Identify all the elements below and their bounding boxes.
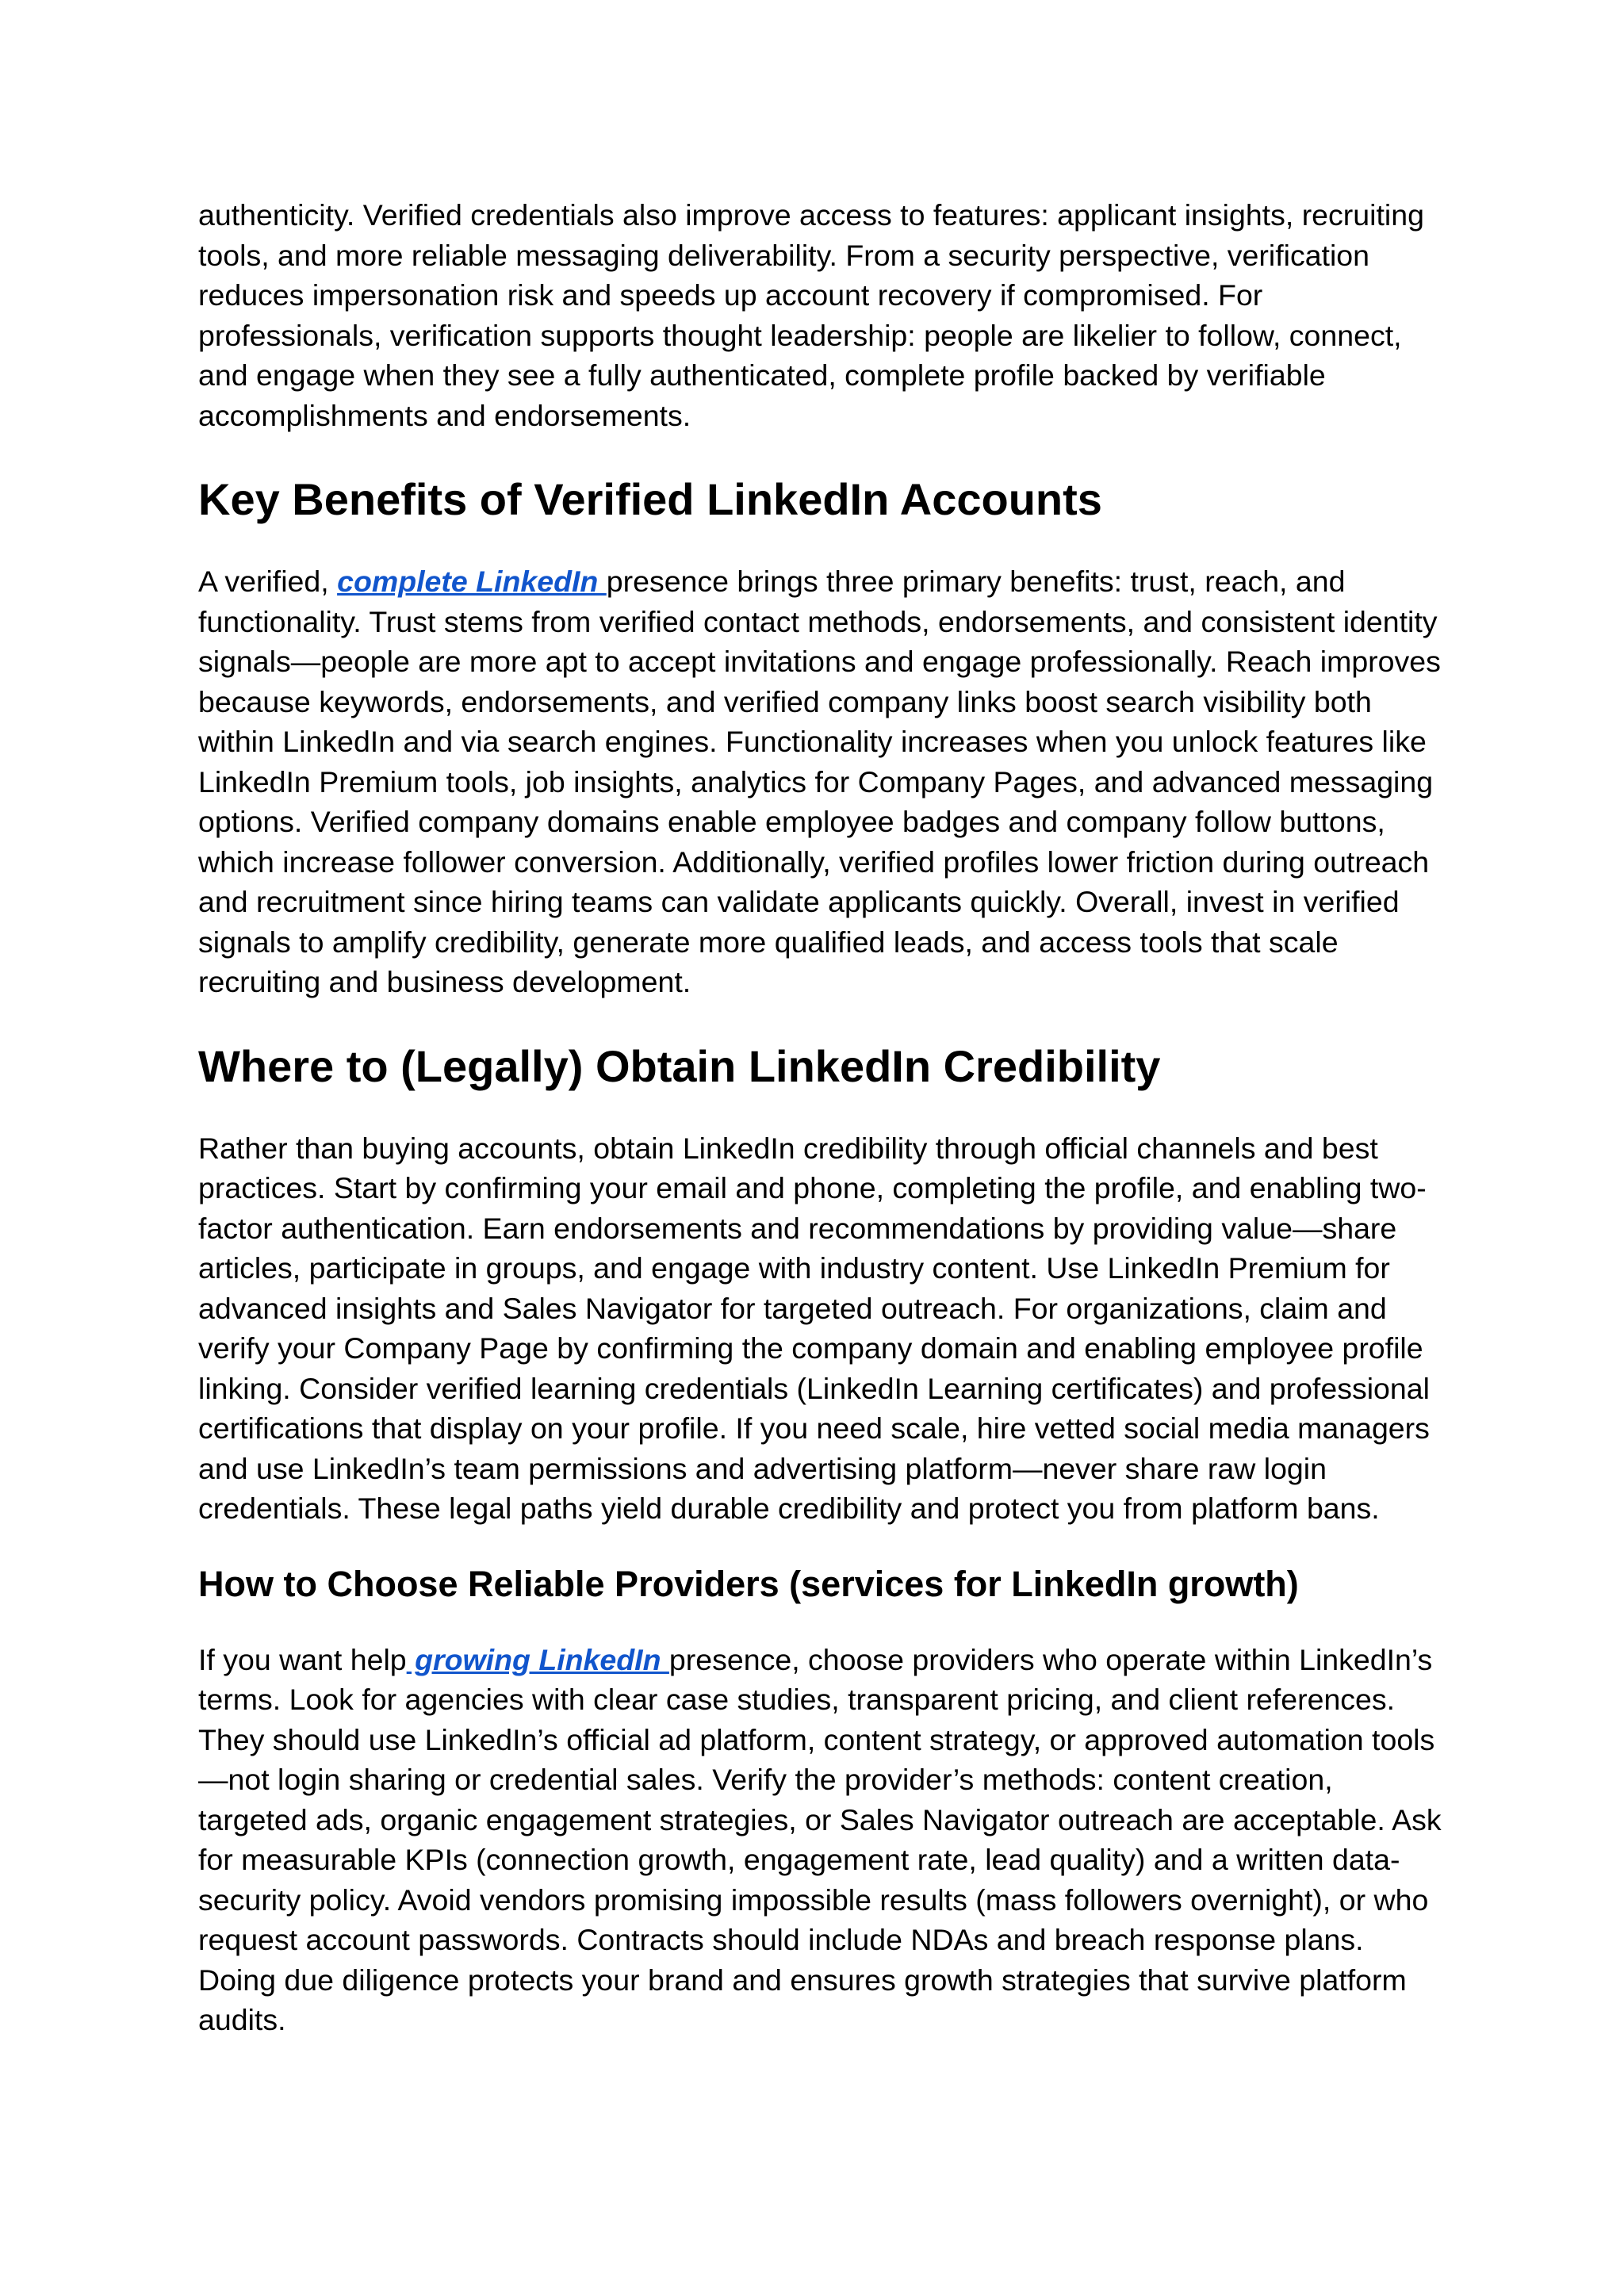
obtain-heading: Where to (Legally) Obtain LinkedIn Credibility [198,1040,1161,1091]
growing-linkedin-link[interactable]: growing LinkedIn [406,1642,669,1676]
choose-text-after-link: presence, choose providers who operate within LinkedIn’s terms. Look for agencies with clear case studies, transparent pricing, and client references. They should use LinkedIn’s official ad platform, content strategy, or approved automation tools—not login sharing or credential sales. Verify the provider’s methods: content creation, targeted ads, organic engagement strategies, or Sales Navigator outreach are acceptable. Ask for measurable KPIs (connection growth, engagement rate, lead quality) and a written data-security policy. Avoid vendors promising impossible results (mass followers overnight), or who request account passwords. Contracts should include NDAs and breach response plans. Doing due diligence protects your brand and ensures growth strategies that survive platform audits. [198,1642,1442,2036]
benefits-text-after-link: presence brings three primary benefits: trust, reach, and functionality. Trust stems from verified contact methods, endorsements, and consistent identity signals—people are more apt to accept invitations and engage professionally. Reach improves because keywords, endorsements, and verified company links boost search visibility both within LinkedIn and via search engines. Functionality increases when you unlock features like LinkedIn Premium tools, job insights, analytics for Company Pages, and advanced messaging options. Verified company domains enable employee badges and company follow buttons, which increase follower conversion. Additionally, verified profiles lower friction during outreach and recruitment since hiring teams can validate applicants quickly. Overall, invest in verified signals to amplify credibility, generate more qualified leads, and access tools that scale recruiting and business development. [198,565,1441,998]
choose-text-before-link: If you want help [198,1642,407,1676]
choose-heading: How to Choose Reliable Providers (services for LinkedIn growth) [198,1563,1299,1604]
document-body [198,195,1443,2040]
complete-linkedin-link[interactable]: complete LinkedIn [337,565,607,598]
choose-paragraph [198,1640,1443,2040]
intro-paragraph: authenticity. Verified credentials also improve access to features: applicant insights, recruiting tools, and more reliable messaging deliverability. From a security perspective, verification reduces impersonation risk and speeds up account recovery if compromised. For professionals, verification supports thought leadership: people are likelier to follow, connect, and engage when they see a fully authenticated, complete profile backed by verifiable accomplishments and endorsements. [198,198,1424,432]
benefits-paragraph [198,561,1443,1002]
benefits-heading: Key Benefits of Verified LinkedIn Accounts [198,474,1102,524]
obtain-paragraph: Rather than buying accounts, obtain LinkedIn credibility through official channels and best practices. Start by confirming your email and phone, completing the profile, and enabling two-factor authentication. Earn endorsements and recommendations by providing value—share articles, participate in groups, and engage with industry content. Use LinkedIn Premium for advanced insights and Sales Navigator for targeted outreach. For organizations, claim and verify your Company Page by confirming the company domain and enabling employee profile linking. Consider verified learning credentials (LinkedIn Learning certificates) and professional certifications that display on your profile. If you need scale, hire vetted social media managers and use LinkedIn’s team permissions and advertising platform—never share raw login credentials. These legal paths yield durable credibility and protect you from platform bans. [198,1131,1430,1525]
benefits-text-before-link: A verified, [198,565,338,598]
